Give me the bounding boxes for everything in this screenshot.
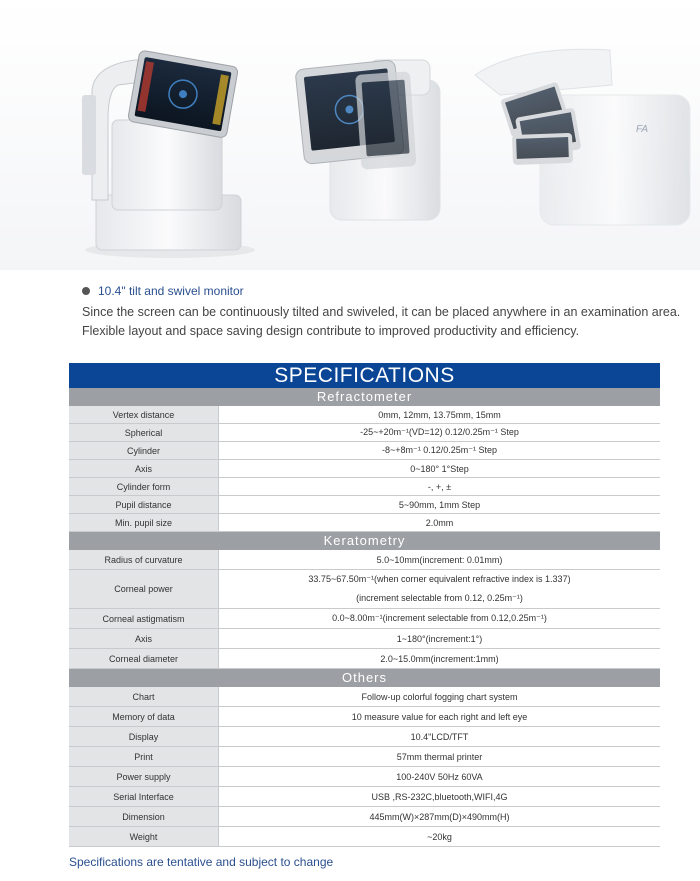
- device-front-view: [82, 50, 255, 258]
- row-value: 5.0~10mm(increment: 0.01mm): [376, 554, 503, 565]
- row-value-line-2: (increment selectable from 0.12, 0.25m⁻¹): [356, 593, 523, 603]
- row-value: -25~+20m⁻¹(VD=12) 0.12/0.25m⁻¹ Step: [360, 427, 519, 437]
- row-label: Spherical: [69, 424, 219, 441]
- product-label: FA: [636, 124, 649, 135]
- row-label: Pupil distance: [69, 496, 219, 513]
- row-value: 5~90mm, 1mm Step: [398, 499, 481, 510]
- row-value: 10 measure value for each right and left eye: [351, 711, 528, 722]
- row-value: 1~180°(increment:1°): [396, 633, 483, 644]
- table-row: [69, 496, 660, 514]
- section-header-refractometer: Refractometer: [69, 388, 660, 406]
- table-row: [69, 629, 660, 649]
- row-label: Radius of curvature: [69, 550, 219, 569]
- row-value-line-1: 33.75~67.50m⁻¹(when corner equivalent refractive index is 1.337): [308, 574, 571, 584]
- row-value: 100-240V 50Hz 60VA: [396, 771, 483, 782]
- feature-title-text: 10.4" tilt and swivel monitor: [98, 284, 244, 298]
- row-value: 2.0mm: [425, 517, 454, 528]
- table-row: [69, 807, 660, 827]
- table-row: [69, 406, 660, 424]
- table-row: [69, 767, 660, 787]
- table-row: [69, 687, 660, 707]
- table-row: [69, 424, 660, 442]
- row-value: USB ,RS-232C,bluetooth,WIFI,4G: [371, 791, 508, 802]
- row-label: Dimension: [69, 807, 219, 826]
- table-row: [69, 478, 660, 496]
- row-label: Axis: [69, 460, 219, 477]
- row-label: Cylinder form: [69, 478, 219, 495]
- row-value: 10.4"LCD/TFT: [410, 731, 469, 742]
- row-value: 0~180° 1°Step: [410, 463, 469, 474]
- row-label: Memory of data: [69, 707, 219, 726]
- row-label: Serial Interface: [69, 787, 219, 806]
- device-swivel-view: [475, 49, 690, 225]
- row-value: Follow-up colorful fogging chart system: [361, 691, 518, 702]
- row-label: Chart: [69, 687, 219, 706]
- table-row: [69, 747, 660, 767]
- row-label: Corneal diameter: [69, 649, 219, 668]
- row-value: 2.0~15.0mm(increment:1mm): [380, 653, 499, 664]
- row-label: Power supply: [69, 767, 219, 786]
- table-row: [69, 442, 660, 460]
- table-row: [69, 707, 660, 727]
- row-label: Weight: [69, 827, 219, 846]
- table-row: [69, 649, 660, 669]
- row-value: 0mm, 12mm, 13.75mm, 15mm: [378, 409, 501, 420]
- bullet-icon: [82, 287, 90, 295]
- row-value: -, +, ±: [427, 481, 452, 492]
- specifications-table: [69, 363, 660, 847]
- table-row: [69, 727, 660, 747]
- feature-line-2: Flexible layout and space saving design contribute to improved productivity and efficiency.: [82, 324, 580, 338]
- table-row: [69, 570, 660, 609]
- section-header-others: Others: [69, 669, 660, 687]
- device-tilted-view: [295, 60, 440, 220]
- row-label: Axis: [69, 629, 219, 648]
- feature-description: [82, 303, 682, 341]
- section-header-keratometry: Keratometry: [69, 532, 660, 550]
- table-row: [69, 460, 660, 478]
- row-label: Corneal astigmatism: [69, 609, 219, 628]
- footnote: Specifications are tentative and subject to change: [69, 855, 334, 869]
- table-row: [69, 827, 660, 847]
- row-label: Cylinder: [69, 442, 219, 459]
- row-value: ~20kg: [427, 831, 452, 842]
- table-row: [69, 787, 660, 807]
- row-value: [219, 570, 660, 608]
- table-row: [69, 550, 660, 570]
- row-value: 0.0~8.00m⁻¹(increment selectable from 0.12,0.25m⁻¹): [332, 613, 547, 623]
- row-value: 445mm(W)×287mm(D)×490mm(H): [369, 811, 510, 822]
- row-label: Corneal power: [69, 570, 219, 608]
- specifications-title: SPECIFICATIONS: [69, 363, 660, 388]
- feature-line-1: Since the screen can be continuously tilted and swiveled, it can be placed anywhere in an examination area.: [82, 305, 681, 319]
- product-illustration: [0, 0, 700, 270]
- table-row: [69, 609, 660, 629]
- feature-title: [82, 284, 682, 298]
- row-value: 57mm thermal printer: [396, 751, 483, 762]
- row-value: -8~+8m⁻¹ 0.12/0.25m⁻¹ Step: [381, 445, 498, 455]
- row-label: Display: [69, 727, 219, 746]
- row-label: Print: [69, 747, 219, 766]
- feature-section: [82, 284, 682, 341]
- product-hero-images: [0, 0, 700, 270]
- row-label: Vertex distance: [69, 406, 219, 423]
- table-row: [69, 514, 660, 532]
- row-label: Min. pupil size: [69, 514, 219, 531]
